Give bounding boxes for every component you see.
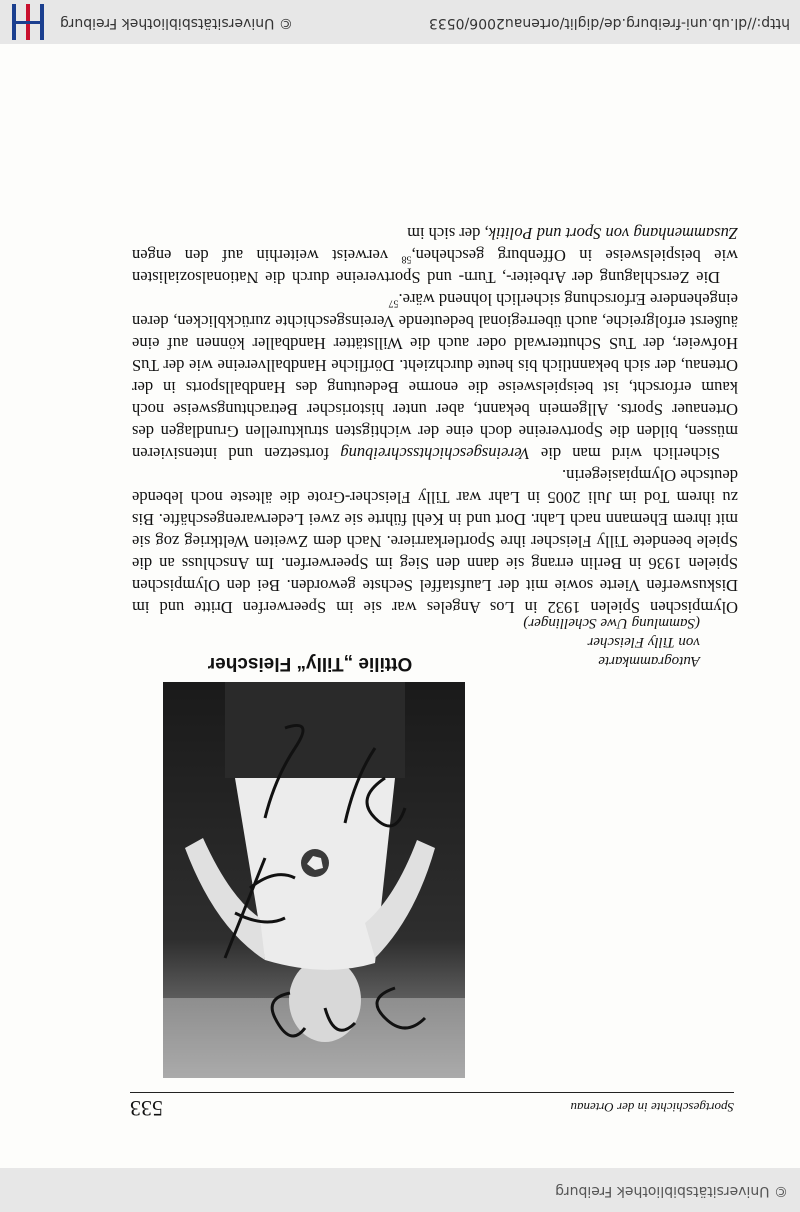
figure-caption	[490, 613, 700, 670]
footnote-ref[interactable]: 58	[401, 253, 412, 265]
running-title: Sportgeschichte in der Ortenau	[570, 1100, 734, 1115]
caption-line: Autogrammkarte	[598, 653, 700, 669]
paragraph: Die Zerschlagung der Arbeiter-, Turn- und Sportvereine durch die Nationalsozialisten wie beispielsweise in Offenburg geschehen,$^{58}$ verweist weiterhin auf den engen Zusammenhang von Sport und Politik, der sich im	[131, 224, 738, 287]
running-head	[130, 1092, 734, 1119]
page-number: 533	[130, 1096, 163, 1121]
card-name: Ottilie „Tilly“ Fleischer	[207, 653, 413, 674]
paragraph: Olympischen Spielen 1932 in Los Angeles war sie im Speerwerfen Dritte und im Diskuswerfen Vierte sowie mit der Laufstaffel Sechste geworden. Bei den Olympischen Spielen 1936 in Berlin errang sie dann den Sieg im Speerwerfen. Im Anschluss an die Spiele beendete Tilly Fleischer ihre Sportlerkarriere. Nach dem Zweiten Weltkrieg zog sie mit ihrem Ehemann nach Lahr. Dort und in Kehl führte sie zwei Lederwarengeschäfte. Bis zu ihrem Tod im Juli 2005 in Lahr war Tilly Fleischer-Grote die älteste noch lebende deutsche Olympiasiegerin.	[132, 466, 738, 617]
viewer-header-bar	[0, 0, 800, 44]
body-text	[132, 222, 738, 618]
viewer-footer-bar	[0, 1168, 800, 1212]
library-logo-icon	[8, 4, 48, 40]
source-url[interactable]: http://dl.ub.uni-freiburg.de/diglit/ortenau2006/0533	[428, 15, 790, 31]
library-credit: © Universitätsbibliothek Freiburg	[60, 15, 293, 31]
caption-line: (Sammlung Uwe Schellinger)	[523, 615, 700, 631]
paragraph: Sicherlich wird man die Vereinsgeschichtsschreibung fortsetzen und intensivieren müssen, bilden die Sportvereine doch eine der wichtigsten strukturellen Grundlagen des Ortenauer Sports. Allgemein bekannt, aber unter historischer Betrachtungsweise noch kaum erforscht, ist beispielsweise die enorme Bedeutung des Handballsports in der Ortenau, der sich bekanntlich bis heute durchzieht. Dörfliche Handballvereine wie der TuS Hofweier, der TuS Schutterwald oder auch die Willstätter Handballer können auf eine äußerst erfolgreiche, auch überregional bedeutende Vereinsgeschichte zurückblicken, deren eingehendere Erforschung sicherlich lohnend wäre.$^{57}$	[132, 290, 738, 463]
athlete-photo-graphic	[163, 682, 465, 1078]
footer-library-credit: © Universitätsbibliothek Freiburg	[555, 1183, 788, 1199]
footnote-ref[interactable]: 57	[388, 297, 399, 309]
autograph-card-photo	[163, 682, 465, 1078]
caption-line: von Tilly Fleischer	[587, 634, 700, 650]
